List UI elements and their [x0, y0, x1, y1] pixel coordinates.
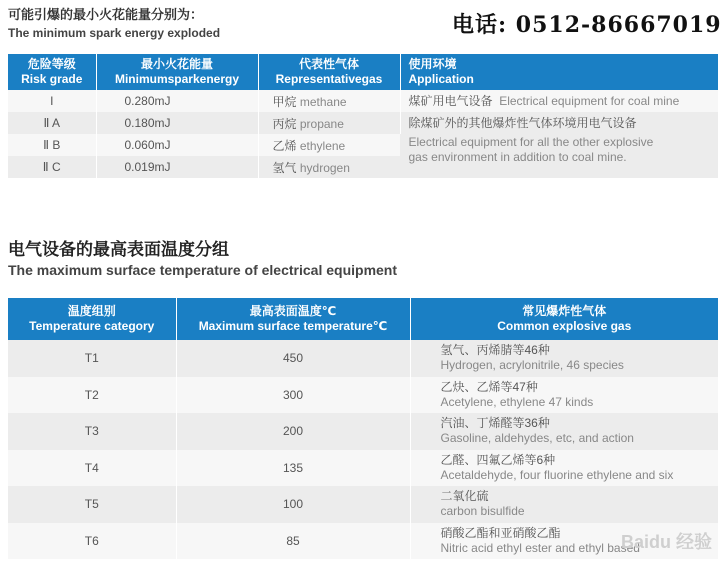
spark-energy: 0.180mJ	[96, 112, 258, 134]
explosive-gas: 汽油、丁烯醛等36种 Gasoline, aldehydes, etc, and action	[410, 413, 718, 450]
application-other: 除煤矿外的其他爆炸性气体环境用电气设备 Electrical equipment for all the other explosive gas environment in addition to coal mine.	[400, 112, 718, 178]
spark-energy: 0.060mJ	[96, 134, 258, 156]
header-min-spark-energy: 最小火花能量 Minimumsparkenergy	[96, 54, 258, 90]
temperature-category: T4	[8, 450, 176, 487]
max-temperature: 100	[176, 486, 410, 523]
temperature-category: T3	[8, 413, 176, 450]
watermark: Baidu 经验	[620, 532, 712, 552]
explosive-gas: 氢气、丙烯腈等46种 Hydrogen, acrylonitrile, 46 species	[410, 340, 718, 377]
gas-name: 乙烯 ethylene	[258, 134, 400, 156]
max-temperature: 200	[176, 413, 410, 450]
risk-grade: Ⅱ A	[8, 112, 96, 134]
temperature-category: T6	[8, 523, 176, 560]
max-temperature: 300	[176, 377, 410, 414]
temperature-section-subtitle: The maximum surface temperature of electrical equipment	[8, 262, 398, 278]
risk-grade: I	[8, 90, 96, 112]
max-temperature: 450	[176, 340, 410, 377]
explosive-gas: 乙炔、乙烯等47种 Acetylene, ethylene 47 kinds	[410, 377, 718, 414]
risk-grade: Ⅱ C	[8, 156, 96, 178]
temperature-category: T2	[8, 377, 176, 414]
table-row	[8, 340, 718, 377]
header-max-surface-temperature: 最高表面温度℃ Maximum surface temperature℃	[176, 298, 410, 340]
gas-name: 氢气 hydrogen	[258, 156, 400, 178]
explosive-gas: 硝酸乙酯和亚硝酸乙酯 Nitric acid ethyl ester and ethyl based	[410, 523, 718, 560]
spark-energy-table	[8, 54, 718, 178]
spark-section-title: 可能引爆的最小火花能量分别为：	[8, 7, 204, 22]
table-row	[8, 90, 718, 112]
table-row	[8, 450, 718, 487]
explosive-gas: 乙醛、四氟乙烯等6种 Acetaldehyde, four fluorine ethylene and six	[410, 450, 718, 487]
table-row	[8, 413, 718, 450]
gas-name: 甲烷 methane	[258, 90, 400, 112]
header-representative-gas: 代表性气体 Representativegas	[258, 54, 400, 90]
gas-name: 丙烷 propane	[258, 112, 400, 134]
risk-grade: Ⅱ B	[8, 134, 96, 156]
temperature-category: T1	[8, 340, 176, 377]
spark-section-subtitle: The minimum spark energy exploded	[8, 26, 221, 40]
table-row	[8, 486, 718, 523]
header-risk-grade: 危险等级 Risk grade	[8, 54, 96, 90]
spark-energy: 0.019mJ	[96, 156, 258, 178]
table-row	[8, 523, 718, 560]
table-row	[8, 112, 718, 134]
application-coal-mine: 煤矿用电气设备 Electrical equipment for coal mine	[400, 90, 718, 112]
max-temperature: 85	[176, 523, 410, 560]
header-temperature-category: 温度组别 Temperature category	[8, 298, 176, 340]
header-application: 使用环境 Application	[400, 54, 718, 90]
table-row	[8, 377, 718, 414]
explosive-gas: 二氧化硫 carbon bisulfide	[410, 486, 718, 523]
phone-number: 电话: 0512-86667019	[452, 12, 722, 38]
max-temperature: 135	[176, 450, 410, 487]
spark-energy: 0.280mJ	[96, 90, 258, 112]
header-common-explosive-gas: 常见爆炸性气体 Common explosive gas	[410, 298, 718, 340]
temperature-category: T5	[8, 486, 176, 523]
surface-temperature-table	[8, 298, 718, 559]
temperature-section-title: 电气设备的最高表面温度分组	[8, 240, 229, 259]
